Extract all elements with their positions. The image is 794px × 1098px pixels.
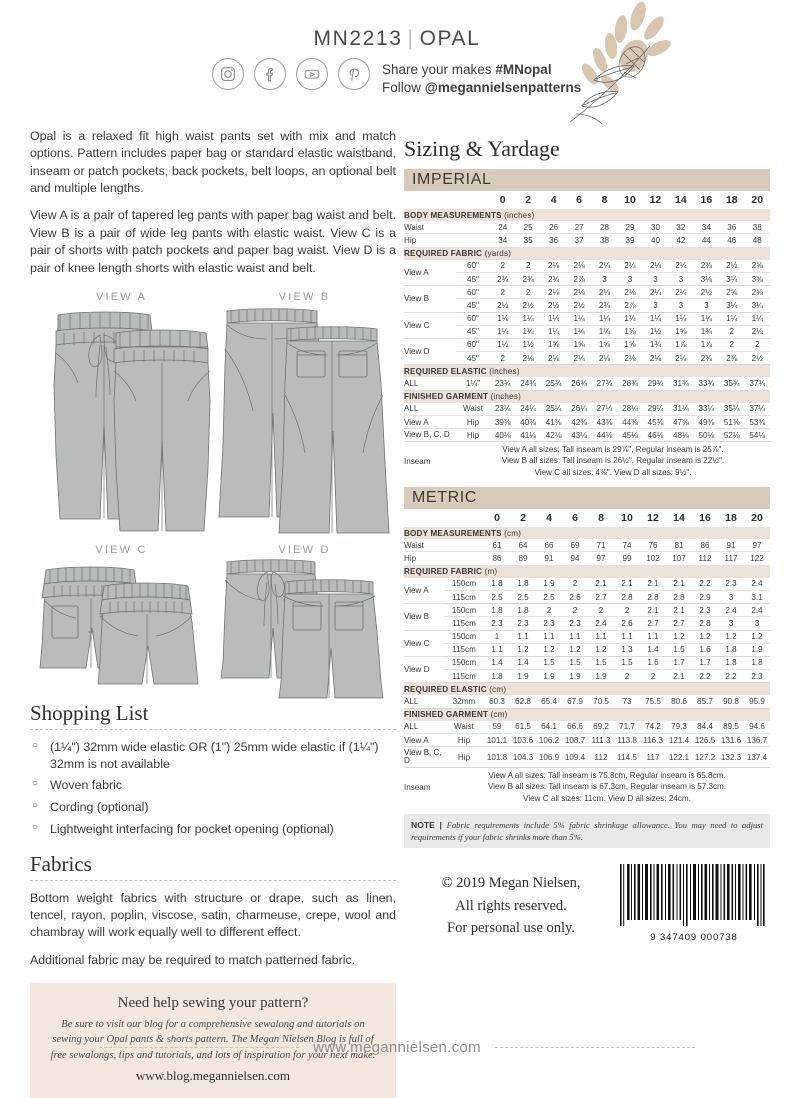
- view-c-drawing: [30, 558, 213, 688]
- table-row: ALL Waist 59 61.5 64.1 66.6 69.2 71.7 74.2 79.3 84.4 89.5 94.6: [404, 721, 770, 734]
- protea-leaf-decoration: [566, 2, 686, 128]
- views-row-cd: [30, 544, 396, 693]
- metric-table: [404, 509, 770, 806]
- share-makes-line: Share your makes #MNopal: [382, 62, 552, 77]
- table-row: View C 150cm 1 1.1 1.1 1.1 1.1 1.1 1.1 1.2 1.2 1.2 1.2: [404, 630, 770, 643]
- table-row: View A Hip 39⅜ 40⅜ 41⅜ 42⅜ 43⅜ 44⅜ 45⅜ 47⅜ 49⅜ 51⅜ 53⅜: [404, 416, 770, 429]
- band-body-measurements: BODY MEASUREMENTS (inches): [404, 209, 770, 221]
- blog-url[interactable]: www.blog.megannielsen.com: [135, 1068, 291, 1084]
- copyright-block: [404, 864, 618, 939]
- barcode-number: 9 347409 000738: [650, 932, 738, 944]
- title-separator: |: [407, 27, 415, 50]
- table-row: 115cm 2.5 2.5 2.5 2.6 2.7 2.8 2.8 2.8 2.9 3 3.1: [404, 590, 770, 603]
- view-a-drawing: [30, 305, 213, 533]
- inseam-line: View C all sizes: 11cm. View D all sizes: 24cm.: [523, 793, 691, 803]
- barcode: [618, 864, 770, 943]
- band-body-measurements: BODY MEASUREMENTS (cm): [404, 527, 770, 539]
- left-column: [30, 128, 396, 1098]
- social-handle: @megannielsenpatterns: [424, 79, 582, 95]
- view-a-figure: [30, 291, 213, 538]
- hashtag: #MNopal: [495, 62, 552, 77]
- sizing-title: Sizing & Yardage: [404, 136, 560, 161]
- header: [0, 0, 794, 128]
- list-item: ○ Lightweight interfacing for pocket opening (optional): [30, 821, 396, 838]
- band-finished-garment: FINISHED GARMENT (inches): [404, 390, 770, 403]
- fabrics-paragraph-2: Additional fabric may be required to match patterned fabric.: [30, 952, 356, 967]
- views-row-ab: [30, 291, 396, 538]
- pattern-name: OPAL: [419, 27, 481, 50]
- shopping-list-title: Shopping List: [30, 700, 149, 725]
- band-required-fabric: REQUIRED FABRIC (yards): [404, 247, 770, 260]
- description-paragraph-2: View A is a pair of tapered leg pants with paper bag waist and belt. View B is a pair of wide leg pants with elastic waist. View C is a pair of shorts with patch pockets and paper bag waist. View D is a pair of knee length shorts with elastic waist and belt.: [30, 208, 396, 275]
- share-text: [382, 61, 581, 97]
- fabrics-paragraph-1: Bottom weight fabrics with structure or drape, such as linen, tencel, rayon, poplin, viscose, satin, charmeuse, crepe, wool and chambray will work equally well to different effect.: [30, 890, 396, 940]
- pinterest-icon[interactable]: [338, 58, 370, 90]
- list-item: ○ Woven fabric: [30, 777, 396, 794]
- view-c-figure: [30, 544, 213, 693]
- footer-divider-right: [495, 1047, 695, 1048]
- help-body: Be sure to visit our blog for a comprehensive sewalong and tutorials on sewing your Opal pants & shorts pattern. The Megan Nielsen Blog is full of free sewalongs, tips and tutorials, and lots of inspiration for your next make.: [50, 1018, 376, 1061]
- band-finished-garment: FINISHED GARMENT (cm): [404, 708, 770, 721]
- table-row: Waist 61 64 66 69 71 74 76 81 86 91 97: [404, 539, 770, 552]
- social-links: [212, 58, 370, 90]
- table-row: 115cm 1.1 1.2 1.2 1.2 1.2 1.3 1.4 1.5 1.6 1.8 1.9: [404, 643, 770, 656]
- size-header-row: 0 2 4 6 8 10 12 14 16 18 20: [499, 194, 764, 206]
- inseam-row: Inseam View A all sizes: Tall inseam is 75.8cm, Regular inseam is 65.8cm. View B all sizes: Tall inseam is 67.3cm, Regular inseam is 57.3cm. View C all sizes: 11cm. View D all sizes: 24cm.: [404, 768, 770, 806]
- inseam-line: View C all sizes: 4⅜". View D all sizes: 9½".: [534, 467, 692, 477]
- table-row: View D 60" 1½ 1½ 1⅝ 1⅝ 1⅝ 1⅝ 1¾ 1⅞ 1⅞ 2 2: [404, 338, 770, 351]
- band-required-elastic: REQUIRED ELASTIC (cm): [404, 683, 770, 696]
- table-row: View B 150cm 1.8 1.8 2 2 2 2 2.1 2.1 2.3 2.4 2.4: [404, 604, 770, 617]
- table-row: View A 60" 2 2 2⅛ 2⅛ 2¼ 2¼ 2¼ 2¼ 2⅜ 2½ 2⅝: [404, 260, 770, 273]
- list-item: ○ (1¼") 32mm wide elastic OR (1") 25mm wide elastic if (1¼") 32mm is not available: [30, 739, 396, 772]
- technical-drawings: [30, 291, 396, 693]
- view-d-drawing: [213, 558, 396, 688]
- view-c-label: VIEW C: [95, 543, 148, 556]
- table-row: View B 60" 2 2 2⅛ 2⅛ 2⅛ 2⅛ 2¼ 2¼ 2½ 2⅝ 2⅝: [404, 286, 770, 299]
- divider: [30, 880, 396, 881]
- instagram-icon[interactable]: [212, 58, 244, 90]
- table-row: Waist 24 25 26 27 28 29 30 32 34 36 38: [404, 221, 770, 234]
- fabrics-title: Fabrics: [30, 851, 92, 876]
- table-row: 115cm 1.8 1.9 1.9 1.9 1.9 2 2 2.1 2.2 2.2 2.3: [404, 670, 770, 683]
- shrinkage-note: [404, 814, 770, 848]
- table-row: View B, C, D Hip 40⅛ 41⅛ 42⅛ 43⅛ 44⅛ 45⅛ 46⅛ 48⅛ 50⅛ 52⅛ 54⅛: [404, 429, 770, 442]
- table-row: Hip 86 89 91 94 97 99 102 107 112 117 122: [404, 552, 770, 565]
- view-d-figure: [213, 544, 396, 693]
- table-row: View D 150cm 1.4 1.4 1.5 1.5 1.5 1.5 1.6 1.7 1.7 1.8 1.8: [404, 656, 770, 669]
- description-paragraph-1: Opal is a relaxed fit high waist pants set with mix and match options. Pattern includes paper bag or standard elastic waistband, inseam or patch pockets, back pockets, belt loops, an optional belt and multiple lengths.: [30, 129, 396, 196]
- table-row: 45" 1¼ 1¼ 1¼ 1¼ 1¼ 1⅜ 1½ 1⅝ 1¾ 2 2⅛: [404, 325, 770, 338]
- view-b-figure: [213, 291, 396, 538]
- band-required-elastic: REQUIRED ELASTIC (inches): [404, 365, 770, 378]
- copyright-barcode-row: [404, 864, 770, 943]
- table-row: Hip 34 35 36 37 38 39 40 42 44 46 48: [404, 234, 770, 247]
- view-b-label: VIEW B: [278, 290, 331, 303]
- view-b-drawing: [213, 305, 396, 533]
- footer: [0, 1039, 794, 1056]
- table-row: View A 150cm 1.8 1.8 1.9 2 2.1 2.1 2.1 2.1 2.2 2.3 2.4: [404, 578, 770, 591]
- follow-line: Follow @megannielsenpatterns: [382, 79, 582, 95]
- band-required-fabric: REQUIRED FABRIC (m): [404, 565, 770, 578]
- copyright-line-2: All rights reserved.: [455, 897, 567, 914]
- pattern-code: MN2213: [313, 27, 403, 50]
- right-column: [404, 136, 770, 943]
- youtube-icon[interactable]: [296, 58, 328, 90]
- website-url[interactable]: www.megannielsen.com: [313, 1039, 481, 1056]
- table-row: 45" 2¾ 2¾ 2¾ 2⅞ 3 3 3 3 3⅛ 3¼ 3⅜: [404, 272, 770, 285]
- inseam-line: View B all sizes: Tall inseam is 67.3cm, Regular inseam is 57.3cm.: [487, 782, 727, 792]
- imperial-table: [404, 191, 770, 480]
- imperial-unit-bar: IMPERIAL: [404, 169, 770, 191]
- table-row: View A Hip 101.1 103.6 106.2 108.7 111.3 113.8 116.3 121.4 126.5 131.6 136.7: [404, 734, 770, 747]
- fabrics-section: [30, 852, 396, 969]
- inseam-line: View A all sizes: Tall inseam is 75.8cm, Regular inseam is 65.8cm.: [488, 770, 726, 780]
- table-row: View C 60" 1⅛ 1¼ 1¼ 1¼ 1¼ 1¼ 1¼ 1¼ 1¼ 1¼ 1¼: [404, 312, 770, 325]
- facebook-icon[interactable]: [254, 58, 286, 90]
- inseam-line: View A all sizes: Tall inseam is 29⅞", Regular inseam is 25⅞".: [502, 444, 724, 454]
- shopping-list-section: [30, 701, 396, 838]
- table-row: 45" 2 2⅛ 2⅛ 2¼ 2⅛ 2⅛ 2⅛ 2¼ 2⅜ 2⅜ 2½: [404, 352, 770, 365]
- table-row: 115cm 2.3 2.3 2.3 2.3 2.4 2.6 2.7 2.7 2.8 3 3: [404, 617, 770, 630]
- note-text: Fabric requirements include 5% fabric shrinkage allowance. You may need to adjust requirements if your fabric shrinks more than 5%.: [411, 820, 763, 843]
- view-d-label: VIEW D: [278, 543, 331, 556]
- metric-unit-bar: METRIC: [404, 487, 770, 509]
- table-row: View B, C, D Hip 101.8 104.3 106.9 109.4 112 114.5 117 122.1 127.2 132.3 137.4: [404, 747, 770, 768]
- copyright-line-1: © 2019 Megan Nielsen,: [441, 875, 581, 892]
- shopping-list: [30, 739, 396, 838]
- copyright-line-3: For personal use only.: [447, 920, 575, 936]
- view-a-label: VIEW A: [95, 290, 148, 303]
- inseam-line: View B all sizes: Tall inseam is 26½", Regular inseam is 22½".: [501, 456, 725, 466]
- divider: [30, 729, 396, 730]
- table-row: ALL 32mm 60.3 62.8 65.4 67.9 70.5 73 75.5 80.6 85.7 90.8 95.9: [404, 695, 770, 708]
- barcode-bars: [618, 864, 766, 926]
- inseam-row: Inseam View A all sizes: Tall inseam is 29⅞", Regular inseam is 25⅞". View B all sizes: Tall inseam is 26½", Regular inseam is 22½". View C all sizes: 4⅜". View D all sizes: 9½".: [404, 442, 770, 480]
- size-header-row: 0 2 4 6 8 10 12 14 16 18 20: [494, 512, 763, 525]
- footer-divider-left: [99, 1047, 299, 1048]
- help-heading: Need help sewing your pattern?: [117, 994, 309, 1011]
- table-row: 45" 2½ 2½ 2½ 2½ 2¾ 2⅞ 3 3 3 3¼ 3¼: [404, 299, 770, 312]
- list-item: ○ Cording (optional): [30, 799, 396, 816]
- table-row: ALL 1¼" 23¾ 24¾ 25¾ 26¾ 27¾ 28¾ 29¾ 31¾ 33¾ 35¾ 37¾: [404, 377, 770, 390]
- note-label: NOTE |: [411, 820, 447, 830]
- table-row: ALL Waist 23¼ 24¼ 25¼ 26¼ 27¼ 28¼ 29¼ 31¼ 33¼ 35¼ 37¼: [404, 403, 770, 416]
